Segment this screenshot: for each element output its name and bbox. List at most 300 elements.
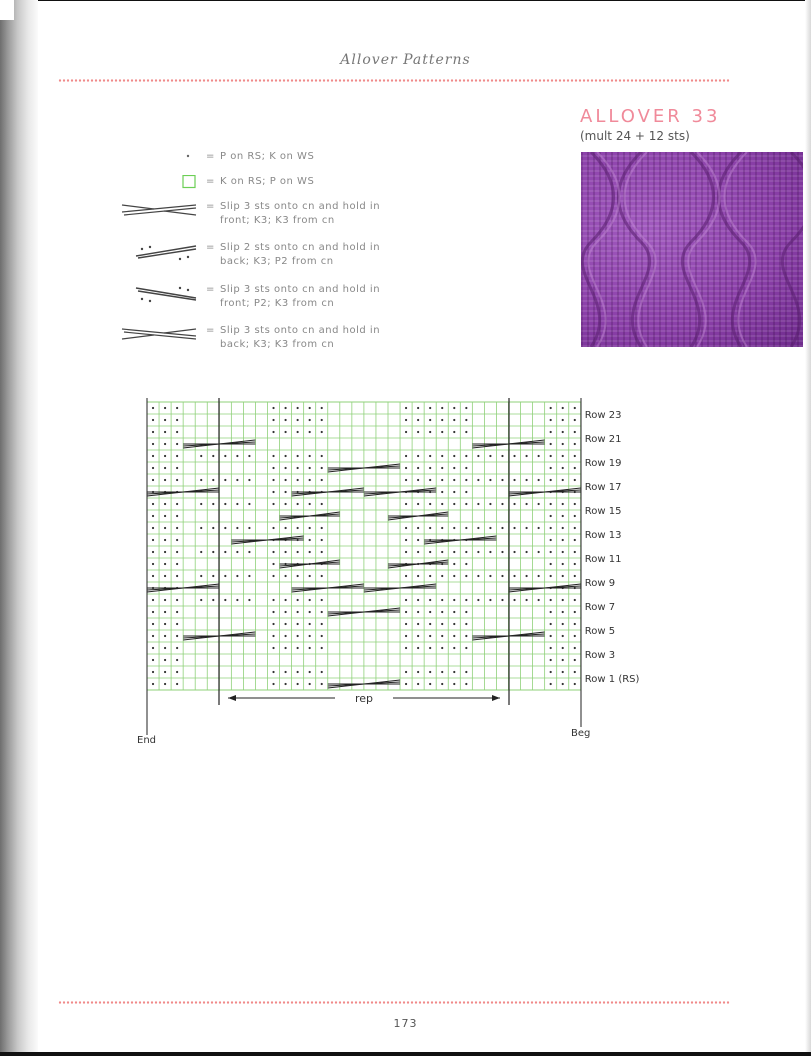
row-label: Row 17 xyxy=(584,482,622,493)
purl-dot xyxy=(152,683,154,685)
purl-dot xyxy=(453,623,455,625)
purl-dot xyxy=(164,671,166,673)
purl-dot xyxy=(321,599,323,601)
purl-dot xyxy=(489,527,491,529)
purl-dot xyxy=(574,467,576,469)
purl-dot xyxy=(164,419,166,421)
purl-dot xyxy=(152,635,154,637)
purl-dot xyxy=(489,575,491,577)
purl-dot xyxy=(309,527,311,529)
purl-dot xyxy=(297,671,299,673)
purl-dot xyxy=(477,455,479,457)
row-label: Row 1 (RS) xyxy=(584,674,640,685)
purl-dot xyxy=(164,539,166,541)
purl-dot xyxy=(297,407,299,409)
purl-dot xyxy=(562,575,564,577)
purl-dot xyxy=(284,623,286,625)
purl-dot xyxy=(284,647,286,649)
purl-dot xyxy=(272,503,274,505)
purl-dot xyxy=(164,575,166,577)
rep-arrowhead-right xyxy=(492,695,500,701)
purl-dot xyxy=(562,599,564,601)
purl-dot xyxy=(272,635,274,637)
purl-dot xyxy=(441,479,443,481)
purl-dot xyxy=(212,599,214,601)
purl-dot xyxy=(272,683,274,685)
purl-dot xyxy=(562,431,564,433)
purl-dot xyxy=(550,563,552,565)
purl-dot xyxy=(501,551,503,553)
purl-dot xyxy=(465,635,467,637)
purl-dot xyxy=(297,479,299,481)
purl-dot xyxy=(272,563,274,565)
purl-dot xyxy=(550,407,552,409)
purl-dot xyxy=(562,563,564,565)
purl-dot xyxy=(417,635,419,637)
key-equals: = xyxy=(206,325,215,336)
purl-dot xyxy=(441,623,443,625)
purl-dot xyxy=(429,419,431,421)
purl-dot xyxy=(562,443,564,445)
purl-dot xyxy=(513,503,515,505)
purl-dot xyxy=(297,503,299,505)
purl-dot xyxy=(465,419,467,421)
purl-dot xyxy=(501,503,503,505)
purl-dot xyxy=(405,671,407,673)
binding-corner xyxy=(0,0,14,20)
row-label: Row 23 xyxy=(584,410,622,421)
purl-dot xyxy=(152,527,154,529)
purl-dot xyxy=(176,611,178,613)
purl-dot xyxy=(501,527,503,529)
purl-dot xyxy=(272,599,274,601)
purl-dot xyxy=(176,671,178,673)
purl-dot xyxy=(429,503,431,505)
cable-3-3-front-icon xyxy=(110,200,200,222)
purl-dot xyxy=(212,479,214,481)
purl-dot xyxy=(309,611,311,613)
pattern-title: ALLOVER 33 xyxy=(580,106,721,127)
rep-label: rep xyxy=(354,692,374,705)
purl-dot xyxy=(417,419,419,421)
purl-dot xyxy=(284,419,286,421)
purl-dot xyxy=(152,407,154,409)
purl-dot xyxy=(513,527,515,529)
purl-dot xyxy=(453,683,455,685)
purl-dot xyxy=(550,599,552,601)
purl-dot xyxy=(429,431,431,433)
purl-dot xyxy=(164,431,166,433)
purl-dot xyxy=(224,455,226,457)
purl-dot xyxy=(405,623,407,625)
purl-dot xyxy=(417,599,419,601)
purl-dot xyxy=(284,407,286,409)
purl-dot xyxy=(562,467,564,469)
purl-dot xyxy=(297,647,299,649)
purl-dot xyxy=(550,575,552,577)
purl-dot xyxy=(417,683,419,685)
purl-dot xyxy=(405,599,407,601)
purl-dot xyxy=(405,407,407,409)
pattern-multiple: (mult 24 + 12 sts) xyxy=(580,129,690,143)
purl-dot xyxy=(453,467,455,469)
purl-dot xyxy=(297,551,299,553)
purl-dot xyxy=(176,419,178,421)
purl-dot xyxy=(272,455,274,457)
purl-dot xyxy=(284,671,286,673)
purl-dot xyxy=(297,575,299,577)
purl-dot xyxy=(164,659,166,661)
purl-dot xyxy=(272,479,274,481)
purl-dot xyxy=(574,455,576,457)
purl-dot xyxy=(200,599,202,601)
purl-dot xyxy=(152,623,154,625)
purl-dot xyxy=(321,407,323,409)
purl-dot xyxy=(429,575,431,577)
stitch-chart-svg xyxy=(0,390,811,750)
purl-dot xyxy=(164,611,166,613)
purl-dot xyxy=(176,635,178,637)
purl-dot xyxy=(562,671,564,673)
purl-dot xyxy=(465,563,467,565)
purl-dot xyxy=(284,503,286,505)
purl-dot xyxy=(525,599,527,601)
purl-dot xyxy=(429,683,431,685)
purl-dot xyxy=(321,539,323,541)
purl-dot xyxy=(152,671,154,673)
key-equals: = xyxy=(206,151,215,162)
purl-dot xyxy=(164,443,166,445)
purl-dot xyxy=(309,647,311,649)
row-label: Row 19 xyxy=(584,458,622,469)
purl-dot xyxy=(284,467,286,469)
purl-dot xyxy=(164,635,166,637)
purl-dot xyxy=(441,491,443,493)
purl-dot xyxy=(429,611,431,613)
purl-dot xyxy=(309,419,311,421)
purl-dot xyxy=(212,503,214,505)
purl-dot xyxy=(465,455,467,457)
purl-dot xyxy=(248,599,250,601)
purl-dot xyxy=(272,647,274,649)
purl-dot xyxy=(538,479,540,481)
key-description: Slip 3 sts onto cn and hold in front; K3; K3 from cn xyxy=(220,201,381,226)
purl-dot xyxy=(465,623,467,625)
purl-dot xyxy=(164,527,166,529)
purl-dot xyxy=(574,599,576,601)
purl-dot xyxy=(309,431,311,433)
purl-dot xyxy=(465,431,467,433)
purl-dot xyxy=(152,503,154,505)
row-label: Row 5 xyxy=(584,626,616,637)
beg-label: Beg xyxy=(571,728,591,739)
purl-dot xyxy=(441,611,443,613)
purl-dot xyxy=(417,539,419,541)
purl-dot xyxy=(453,491,455,493)
purl-dot xyxy=(405,419,407,421)
purl-dot xyxy=(513,455,515,457)
purl-dot xyxy=(550,647,552,649)
purl-dot xyxy=(152,431,154,433)
purl-dot xyxy=(176,539,178,541)
purl-dot xyxy=(477,479,479,481)
purl-dot xyxy=(405,431,407,433)
purl-dot xyxy=(284,479,286,481)
key-description: K on RS; P on WS xyxy=(220,176,315,187)
purl-dot xyxy=(453,647,455,649)
rep-arrowhead-left xyxy=(228,695,236,701)
purl-dot xyxy=(272,419,274,421)
purl-dot xyxy=(453,407,455,409)
purl-dot xyxy=(309,455,311,457)
purl-dot xyxy=(152,647,154,649)
page-number: 173 xyxy=(393,1017,418,1030)
purl-dot xyxy=(309,599,311,601)
purl-dot xyxy=(417,479,419,481)
purl-dot xyxy=(321,551,323,553)
purl-dot xyxy=(417,671,419,673)
purl-dot xyxy=(176,647,178,649)
purl-dot xyxy=(501,455,503,457)
purl-dot xyxy=(562,539,564,541)
purl-dot xyxy=(297,419,299,421)
purl-dot xyxy=(574,683,576,685)
purl-dot xyxy=(477,503,479,505)
purl-dot xyxy=(152,611,154,613)
purl-dot xyxy=(538,575,540,577)
purl-dot xyxy=(176,575,178,577)
purl-dot xyxy=(321,623,323,625)
key-description: P on RS; K on WS xyxy=(220,151,315,162)
purl-dot xyxy=(176,467,178,469)
purl-dot xyxy=(465,671,467,673)
purl-dot xyxy=(574,407,576,409)
knit-square-icon xyxy=(110,175,200,197)
purl-dot xyxy=(405,611,407,613)
key-equals: = xyxy=(206,201,215,212)
purl-dot xyxy=(284,455,286,457)
purl-dot xyxy=(248,551,250,553)
purl-dot xyxy=(284,527,286,529)
purl-dot xyxy=(176,563,178,565)
purl-dot xyxy=(429,527,431,529)
purl-dot xyxy=(429,551,431,553)
purl-dot xyxy=(441,455,443,457)
purl-dot xyxy=(453,479,455,481)
purl-dot xyxy=(176,443,178,445)
purl-dot xyxy=(164,563,166,565)
purl-dot xyxy=(309,551,311,553)
purl-dot xyxy=(309,503,311,505)
purl-dot xyxy=(176,455,178,457)
purl-dot xyxy=(429,455,431,457)
purl-dot xyxy=(284,575,286,577)
purl-dot xyxy=(574,623,576,625)
purl-dot xyxy=(309,467,311,469)
cable-3-2-back-icon xyxy=(110,241,200,263)
purl-dot xyxy=(272,623,274,625)
purl-dot xyxy=(525,479,527,481)
purl-dot xyxy=(236,527,238,529)
row-label: Row 11 xyxy=(584,554,622,565)
purl-dot xyxy=(441,431,443,433)
purl-dot xyxy=(574,563,576,565)
purl-dot xyxy=(297,623,299,625)
purl-dot xyxy=(550,515,552,517)
purl-dot xyxy=(152,599,154,601)
purl-dot xyxy=(574,431,576,433)
purl-dot xyxy=(513,575,515,577)
purl-dot xyxy=(321,671,323,673)
purl-dot xyxy=(417,431,419,433)
purl-dot xyxy=(453,635,455,637)
purl-dot xyxy=(562,527,564,529)
purl-dot xyxy=(321,479,323,481)
purl-dot xyxy=(224,599,226,601)
purl-dot xyxy=(405,455,407,457)
purl-dot xyxy=(200,527,202,529)
purl-dot xyxy=(164,407,166,409)
purl-dot xyxy=(417,647,419,649)
row-label: Row 15 xyxy=(584,506,622,517)
purl-dot xyxy=(417,611,419,613)
purl-dot xyxy=(176,503,178,505)
key-description: Slip 2 sts onto cn and hold in back; K3; P2 from cn xyxy=(220,242,381,267)
purl-dot xyxy=(465,491,467,493)
purl-dot xyxy=(176,659,178,661)
purl-dot xyxy=(321,683,323,685)
purl-dot xyxy=(562,407,564,409)
purl-dot xyxy=(550,503,552,505)
end-label: End xyxy=(137,735,157,746)
purl-dot xyxy=(562,635,564,637)
purl-dot xyxy=(152,419,154,421)
purl-dot xyxy=(453,671,455,673)
purl-dot xyxy=(562,455,564,457)
purl-dot xyxy=(309,479,311,481)
purl-dot xyxy=(550,431,552,433)
purl-dot xyxy=(405,479,407,481)
purl-dot xyxy=(309,635,311,637)
purl-dot xyxy=(465,599,467,601)
purl-dot xyxy=(272,491,274,493)
purl-dot xyxy=(525,551,527,553)
purl-dot xyxy=(284,611,286,613)
purl-dot xyxy=(574,503,576,505)
top-dotted-rule xyxy=(58,79,730,82)
bottom-edge xyxy=(0,1052,811,1056)
purl-dot xyxy=(574,443,576,445)
purl-dot xyxy=(453,551,455,553)
purl-dot xyxy=(248,575,250,577)
purl-dot xyxy=(248,503,250,505)
purl-dot xyxy=(176,431,178,433)
purl-dot xyxy=(538,599,540,601)
purl-dot xyxy=(200,503,202,505)
purl-dot xyxy=(550,479,552,481)
purl-dot xyxy=(562,551,564,553)
purl-dot xyxy=(501,599,503,601)
purl-dot xyxy=(453,503,455,505)
purl-dot xyxy=(417,527,419,529)
purl-dot xyxy=(574,575,576,577)
purl-dot xyxy=(574,659,576,661)
purl-dot xyxy=(164,455,166,457)
purl-dot xyxy=(562,659,564,661)
purl-dot xyxy=(224,575,226,577)
purl-dot xyxy=(550,419,552,421)
purl-dot xyxy=(176,407,178,409)
purl-dot xyxy=(164,599,166,601)
purl-dot xyxy=(429,467,431,469)
purl-dot xyxy=(284,431,286,433)
purl-dot xyxy=(429,647,431,649)
purl-dot-icon xyxy=(110,150,200,172)
row-label: Row 9 xyxy=(584,578,616,589)
purl-dot xyxy=(405,527,407,529)
cable-3-2-front-icon xyxy=(110,283,200,305)
purl-dot xyxy=(465,575,467,577)
purl-dot xyxy=(453,575,455,577)
purl-dot xyxy=(417,455,419,457)
bottom-dotted-rule xyxy=(58,1001,730,1004)
purl-dot xyxy=(176,599,178,601)
purl-dot xyxy=(441,599,443,601)
purl-dot xyxy=(441,551,443,553)
purl-dot xyxy=(538,527,540,529)
purl-dot xyxy=(525,527,527,529)
purl-dot xyxy=(574,539,576,541)
purl-dot xyxy=(562,479,564,481)
purl-dot xyxy=(272,551,274,553)
purl-dot xyxy=(477,527,479,529)
purl-dot xyxy=(417,407,419,409)
purl-dot xyxy=(212,455,214,457)
purl-dot xyxy=(236,479,238,481)
key-description: Slip 3 sts onto cn and hold in front; P2; K3 from cn xyxy=(220,284,381,309)
purl-dot xyxy=(477,551,479,553)
purl-dot xyxy=(405,467,407,469)
purl-dot xyxy=(405,575,407,577)
knit-swatch-photo xyxy=(581,152,803,347)
purl-dot xyxy=(513,479,515,481)
purl-dot xyxy=(574,515,576,517)
purl-dot xyxy=(465,407,467,409)
purl-dot xyxy=(309,671,311,673)
running-head: Allover Patterns xyxy=(340,52,471,68)
purl-dot xyxy=(550,671,552,673)
purl-dot xyxy=(297,635,299,637)
purl-dot xyxy=(550,635,552,637)
purl-dot xyxy=(550,443,552,445)
purl-dot xyxy=(550,455,552,457)
purl-dot xyxy=(562,611,564,613)
purl-dot xyxy=(236,503,238,505)
purl-dot xyxy=(453,431,455,433)
purl-dot xyxy=(513,551,515,553)
purl-dot xyxy=(525,575,527,577)
key-equals: = xyxy=(206,284,215,295)
purl-dot xyxy=(453,527,455,529)
purl-dot xyxy=(224,527,226,529)
chart-row-labels xyxy=(585,410,640,685)
purl-dot xyxy=(574,611,576,613)
purl-dot xyxy=(152,467,154,469)
purl-dot xyxy=(477,575,479,577)
purl-dot xyxy=(405,647,407,649)
purl-dot xyxy=(176,623,178,625)
purl-dot xyxy=(224,551,226,553)
